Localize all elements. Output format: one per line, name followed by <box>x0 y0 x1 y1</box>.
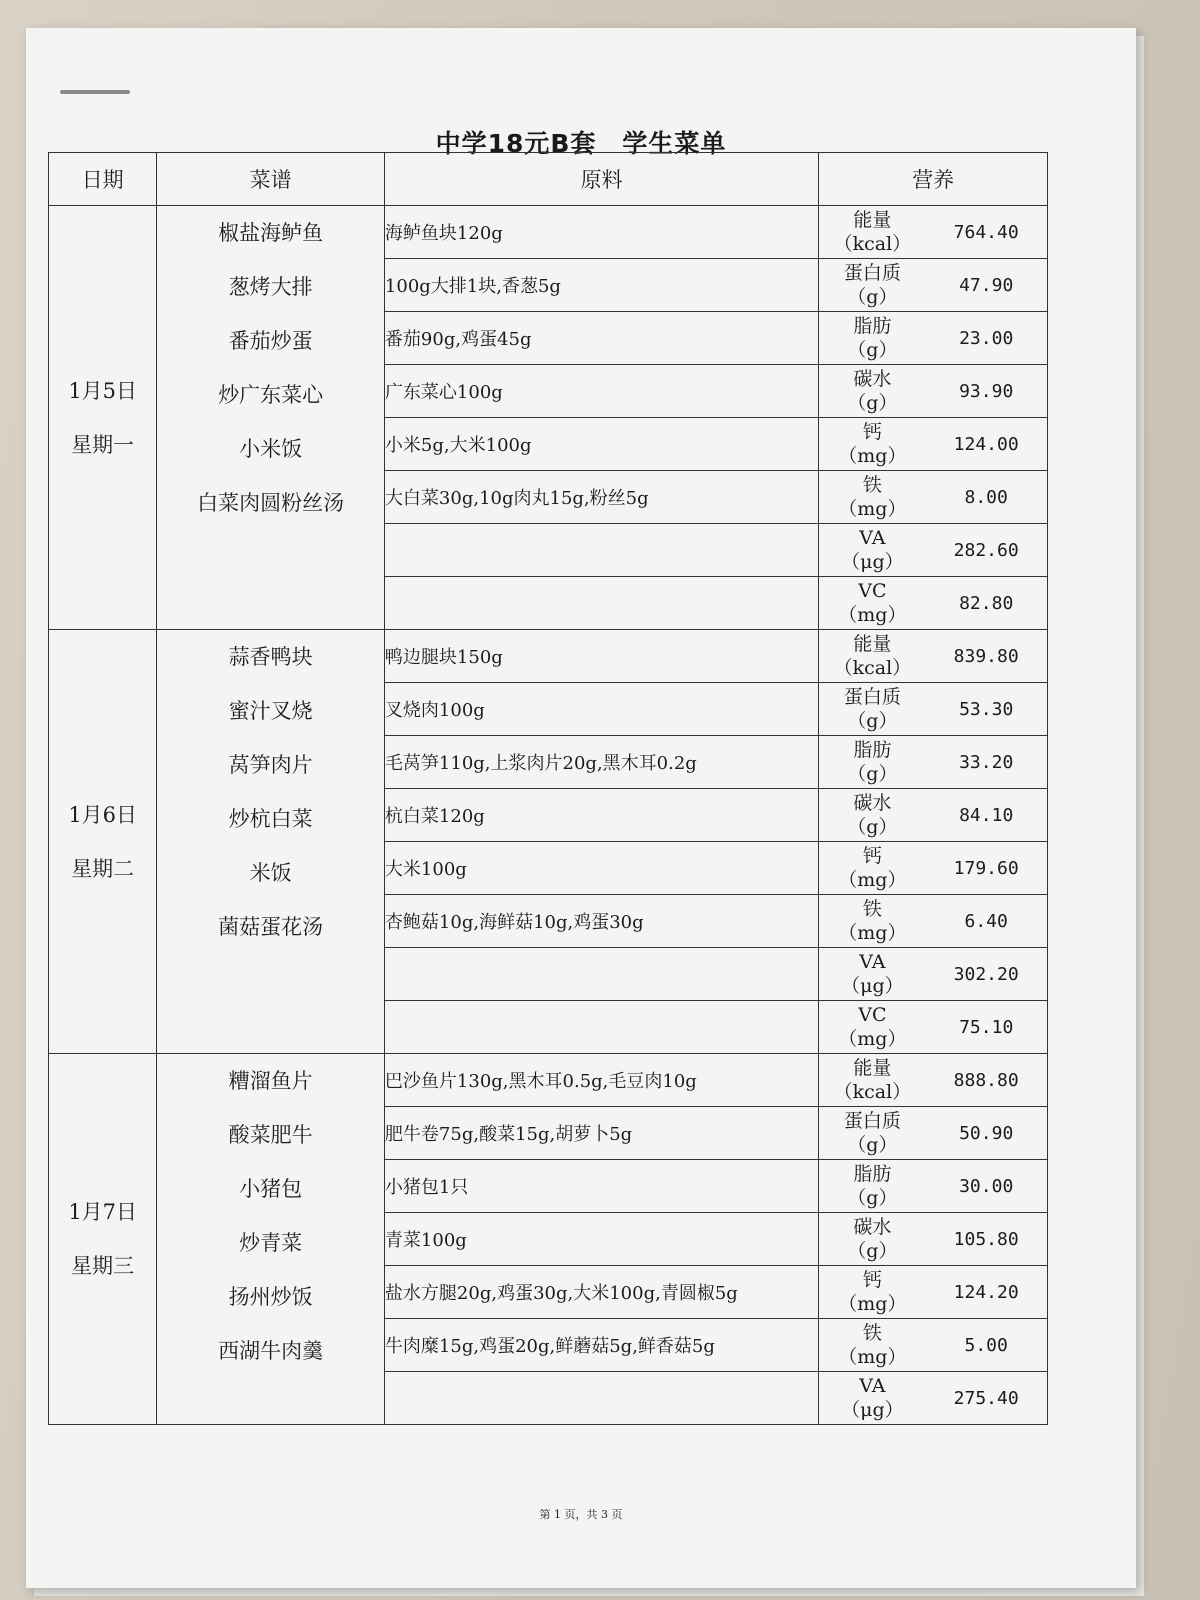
nutrition-cell <box>819 471 1048 524</box>
nutrient-value: 275.40 <box>953 1387 1019 1409</box>
weekday-label: 星期三 <box>71 1254 135 1278</box>
ingredient-cell: 巴沙鱼片130g,黑木耳0.5g,毛豆肉10g <box>384 1054 818 1107</box>
nutrient-unit: （g） <box>847 1240 898 1262</box>
ingredient-cell: 小猪包1只 <box>384 1160 818 1213</box>
nutrient-value: 764.40 <box>953 221 1019 243</box>
nutrient-unit: （μg） <box>841 975 904 997</box>
header-ingredients: 原料 <box>384 153 818 206</box>
dish-name: 酸菜肥牛 <box>228 1123 313 1147</box>
nutrition-entry <box>819 365 1047 417</box>
ingredient-cell: 海鲈鱼块120g <box>384 206 818 259</box>
nutrient-unit: （g） <box>847 763 898 785</box>
nutrition-cell <box>819 1319 1048 1372</box>
nutrient-label <box>819 1268 925 1316</box>
nutrition-entry <box>819 683 1047 735</box>
nutrition-cell <box>819 1266 1048 1319</box>
nutrient-value: 124.00 <box>953 433 1019 455</box>
nutrient-label <box>819 950 925 998</box>
dish-list-cell <box>157 1054 385 1425</box>
nutrient-name: 蛋白质 <box>843 686 901 708</box>
nutrient-unit: （g） <box>847 1134 898 1156</box>
nutrient-value: 93.90 <box>959 380 1014 402</box>
nutrient-name: 钙 <box>862 845 882 867</box>
nutrient-label <box>819 1215 925 1263</box>
dish-name: 小猪包 <box>239 1177 303 1201</box>
nutrient-value: 105.80 <box>953 1228 1019 1250</box>
nutrient-name: 碳水 <box>853 792 892 814</box>
nutrient-value: 124.20 <box>953 1281 1019 1303</box>
nutrient-unit: （g） <box>847 286 898 308</box>
nutrient-unit: （g） <box>847 392 898 414</box>
nutrient-label <box>819 791 925 839</box>
nutrition-entry <box>819 1001 1047 1053</box>
nutrient-name: VA <box>859 1375 886 1397</box>
nutrition-cell <box>819 206 1048 259</box>
nutrition-cell <box>819 1372 1048 1425</box>
nutrient-label <box>819 208 925 256</box>
date-label: 1月5日 <box>68 378 138 403</box>
nutrient-value: 53.30 <box>959 698 1014 720</box>
nutrient-label <box>819 579 925 627</box>
nutrient-unit: （mg） <box>838 498 907 520</box>
date-cell <box>49 630 157 1054</box>
ingredient-cell: 鸭边腿块150g <box>384 630 818 683</box>
nutrition-entry <box>819 1160 1047 1212</box>
nutrition-entry <box>819 842 1047 894</box>
nutrition-entry <box>819 312 1047 364</box>
nutrient-unit: （kcal） <box>833 657 912 679</box>
nutrient-unit: （mg） <box>838 1293 907 1315</box>
ingredient-cell <box>384 577 818 630</box>
nutrient-label <box>819 261 925 309</box>
dish-list-cell <box>157 206 385 630</box>
header-date: 日期 <box>49 153 157 206</box>
nutrition-entry <box>819 1372 1047 1424</box>
nutrient-name: 脂肪 <box>853 739 892 761</box>
nutrient-value: 84.10 <box>959 804 1014 826</box>
ingredient-cell: 杭白菜120g <box>384 789 818 842</box>
nutrient-name: 碳水 <box>853 368 892 390</box>
nutrient-name: 蛋白质 <box>843 262 901 284</box>
nutrient-unit: （μg） <box>841 551 904 573</box>
nutrient-name: 铁 <box>862 1322 882 1344</box>
nutrient-label <box>819 685 925 733</box>
page-title: 中学18元B套 学生菜单 <box>435 129 727 158</box>
date-cell <box>49 1054 157 1425</box>
page-footer: 第 1 页，共 3 页 <box>539 1508 623 1521</box>
nutrient-name: VC <box>858 580 887 602</box>
nutrition-entry <box>819 789 1047 841</box>
dish-name: 扬州炒饭 <box>228 1285 313 1309</box>
nutrient-label <box>819 314 925 362</box>
nutrition-entry <box>819 577 1047 629</box>
dish-name: 米饭 <box>249 861 292 885</box>
header-nutrition: 营养 <box>819 153 1048 206</box>
dish-list-cell <box>157 630 385 1054</box>
nutrition-entry <box>819 418 1047 470</box>
nutrition-entry <box>819 736 1047 788</box>
weekday-label: 星期二 <box>71 856 135 881</box>
nutrient-value: 6.40 <box>964 910 1008 932</box>
nutrition-cell <box>819 577 1048 630</box>
nutrition-entry <box>819 1213 1047 1265</box>
nutrition-cell <box>819 259 1048 312</box>
nutrient-value: 23.00 <box>959 327 1014 349</box>
nutrient-name: 能量 <box>853 1057 892 1079</box>
nutrient-unit: （mg） <box>838 604 907 626</box>
nutrition-cell <box>819 1213 1048 1266</box>
nutrient-label <box>819 1162 925 1210</box>
staple-mark <box>60 90 130 94</box>
ingredient-cell <box>384 524 818 577</box>
nutrient-unit: （g） <box>847 1187 898 1209</box>
dish-name: 番茄炒蛋 <box>228 329 313 353</box>
ingredient-cell: 杏鲍菇10g,海鲜菇10g,鸡蛋30g <box>384 895 818 948</box>
nutrition-cell <box>819 842 1048 895</box>
nutrient-value: 47.90 <box>959 274 1014 296</box>
nutrition-entry <box>819 1054 1047 1106</box>
nutrient-value: 888.80 <box>953 1069 1019 1091</box>
nutrition-cell <box>819 948 1048 1001</box>
nutrient-value: 839.80 <box>953 645 1019 667</box>
nutrition-cell <box>819 1160 1048 1213</box>
dish-name: 炒青菜 <box>239 1231 303 1255</box>
dish-name: 蒜香鸭块 <box>228 645 313 669</box>
nutrition-cell <box>819 1054 1048 1107</box>
dish-name: 小米饭 <box>239 437 303 461</box>
nutrient-unit: （mg） <box>838 1346 907 1368</box>
nutrient-name: 脂肪 <box>853 315 892 337</box>
nutrient-unit: （mg） <box>838 445 907 467</box>
nutrient-unit: （μg） <box>841 1399 904 1421</box>
dish-name: 糟溜鱼片 <box>228 1069 313 1093</box>
date-cell <box>49 206 157 630</box>
nutrient-name: VC <box>858 1004 887 1026</box>
dish-name: 椒盐海鲈鱼 <box>218 221 324 245</box>
nutrient-name: VA <box>859 951 886 973</box>
menu-sheet <box>26 28 1136 1588</box>
dish-name: 炒杭白菜 <box>228 807 313 831</box>
ingredient-cell: 大白菜30g,10g肉丸15g,粉丝5g <box>384 471 818 524</box>
dish-name: 莴笋肉片 <box>228 753 313 777</box>
nutrient-unit: （kcal） <box>833 233 912 255</box>
nutrient-name: 蛋白质 <box>843 1110 901 1132</box>
nutrition-cell <box>819 1107 1048 1160</box>
nutrient-unit: （g） <box>847 816 898 838</box>
ingredient-cell: 肥牛卷75g,酸菜15g,胡萝卜5g <box>384 1107 818 1160</box>
nutrient-name: 钙 <box>862 1269 882 1291</box>
ingredient-cell: 小米5g,大米100g <box>384 418 818 471</box>
nutrition-entry <box>819 1319 1047 1371</box>
nutrient-unit: （mg） <box>838 1028 907 1050</box>
nutrient-value: 302.20 <box>953 963 1019 985</box>
nutrient-label <box>819 526 925 574</box>
date-label: 1月6日 <box>68 802 138 827</box>
table-row <box>49 630 1048 683</box>
nutrient-label <box>819 844 925 892</box>
nutrient-label <box>819 738 925 786</box>
ingredient-cell: 叉烧肉100g <box>384 683 818 736</box>
nutrition-cell <box>819 736 1048 789</box>
ingredient-cell: 青菜100g <box>384 1213 818 1266</box>
nutrient-unit: （mg） <box>838 869 907 891</box>
weekday-label: 星期一 <box>71 432 135 457</box>
ingredient-cell: 盐水方腿20g,鸡蛋30g,大米100g,青圆椒5g <box>384 1266 818 1319</box>
nutrient-name: 脂肪 <box>853 1163 892 1185</box>
nutrition-entry <box>819 259 1047 311</box>
nutrient-label <box>819 632 925 680</box>
nutrient-label <box>819 1109 925 1157</box>
nutrition-entry <box>819 1107 1047 1159</box>
nutrient-name: 碳水 <box>853 1216 892 1238</box>
menu-body <box>49 206 1048 1425</box>
dish-name: 蜜汁叉烧 <box>228 699 313 723</box>
ingredient-cell: 大米100g <box>384 842 818 895</box>
nutrition-cell <box>819 630 1048 683</box>
nutrition-cell <box>819 789 1048 842</box>
ingredient-cell: 100g大排1块,香葱5g <box>384 259 818 312</box>
dish-name: 葱烤大排 <box>228 275 313 299</box>
dish-name: 白菜肉圆粉丝汤 <box>197 491 345 515</box>
nutrient-unit: （g） <box>847 710 898 732</box>
ingredient-cell: 毛莴笋110g,上浆肉片20g,黑木耳0.2g <box>384 736 818 789</box>
header-dish: 菜谱 <box>157 153 385 206</box>
nutrient-name: 铁 <box>862 898 882 920</box>
nutrition-cell <box>819 1001 1048 1054</box>
ingredient-cell <box>384 1001 818 1054</box>
menu-table <box>48 152 1048 1425</box>
date-label: 1月7日 <box>68 1200 138 1224</box>
nutrient-unit: （g） <box>847 339 898 361</box>
dish-name: 菌菇蛋花汤 <box>218 915 324 939</box>
nutrient-value: 82.80 <box>959 592 1014 614</box>
nutrient-label <box>819 367 925 415</box>
nutrient-value: 50.90 <box>959 1122 1014 1144</box>
nutrition-cell <box>819 418 1048 471</box>
nutrient-value: 179.60 <box>953 857 1019 879</box>
nutrient-label <box>819 1321 925 1369</box>
nutrition-entry <box>819 206 1047 258</box>
nutrient-label <box>819 473 925 521</box>
header-row <box>49 153 1048 206</box>
ingredient-cell <box>384 1372 818 1425</box>
nutrient-label <box>819 897 925 945</box>
dish-name: 炒广东菜心 <box>218 383 324 407</box>
ingredient-cell: 广东菜心100g <box>384 365 818 418</box>
nutrient-name: VA <box>859 527 886 549</box>
nutrition-cell <box>819 683 1048 736</box>
table-row <box>49 206 1048 259</box>
ingredient-cell: 番茄90g,鸡蛋45g <box>384 312 818 365</box>
nutrient-name: 能量 <box>853 633 892 655</box>
nutrient-label <box>819 1056 925 1104</box>
nutrition-entry <box>819 1266 1047 1318</box>
nutrition-entry <box>819 630 1047 682</box>
table-row <box>49 1054 1048 1107</box>
nutrient-name: 铁 <box>862 474 882 496</box>
nutrient-value: 5.00 <box>964 1334 1008 1356</box>
ingredient-cell <box>384 948 818 1001</box>
nutrient-value: 30.00 <box>959 1175 1014 1197</box>
nutrient-value: 75.10 <box>959 1016 1014 1038</box>
nutrient-value: 8.00 <box>964 486 1008 508</box>
nutrient-unit: （kcal） <box>833 1081 912 1103</box>
nutrition-cell <box>819 312 1048 365</box>
ingredient-cell: 牛肉糜15g,鸡蛋20g,鲜蘑菇5g,鲜香菇5g <box>384 1319 818 1372</box>
nutrient-value: 33.20 <box>959 751 1014 773</box>
nutrient-name: 能量 <box>853 209 892 231</box>
nutrition-entry <box>819 948 1047 1000</box>
nutrient-label <box>819 1374 925 1422</box>
nutrition-cell <box>819 524 1048 577</box>
nutrition-entry <box>819 471 1047 523</box>
nutrition-entry <box>819 895 1047 947</box>
nutrient-label <box>819 1003 925 1051</box>
nutrition-cell <box>819 895 1048 948</box>
nutrient-value: 282.60 <box>953 539 1019 561</box>
nutrient-unit: （mg） <box>838 922 907 944</box>
nutrition-entry <box>819 524 1047 576</box>
nutrient-label <box>819 420 925 468</box>
nutrition-cell <box>819 365 1048 418</box>
dish-name: 西湖牛肉羹 <box>218 1339 324 1363</box>
nutrient-name: 钙 <box>862 421 882 443</box>
